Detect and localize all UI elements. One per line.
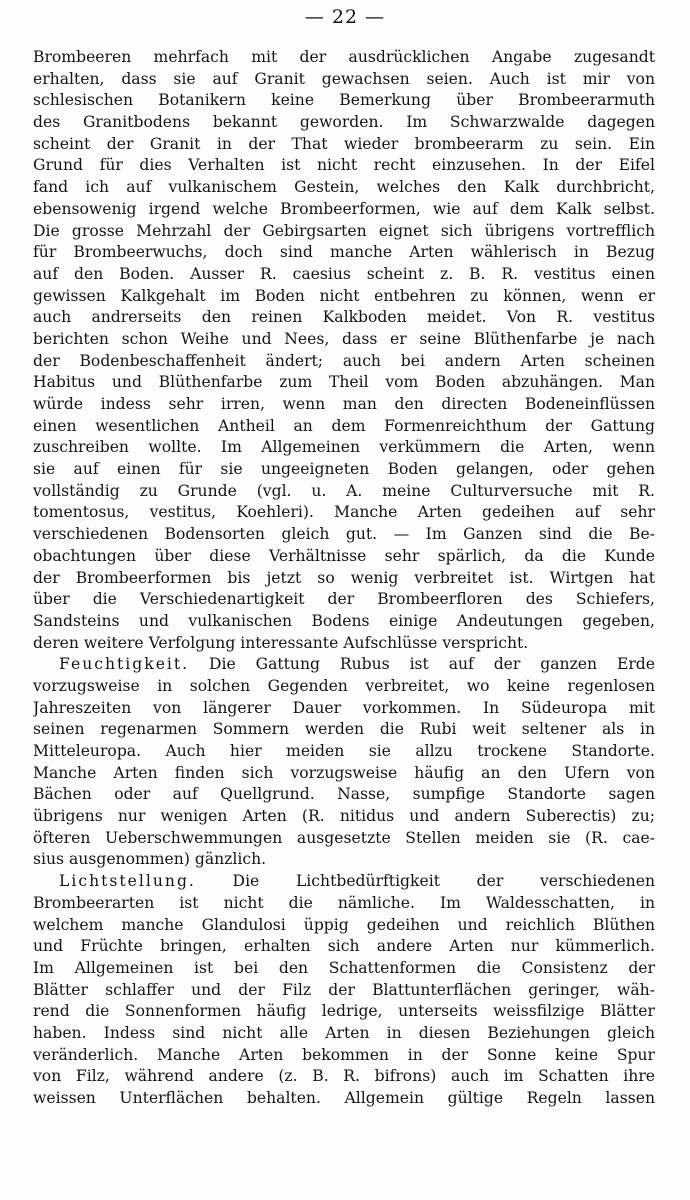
text-line: zuschreiben wollte. Im Allgemeinen verkümmern die Arten, wenn <box>33 438 655 457</box>
text-line: über die Verschiedenartigkeit der Brombeerfloren des Schiefers, <box>33 590 655 609</box>
text-fragment: Die Lichtbedürftigkeit der verschiedenen <box>195 872 655 891</box>
text-line: Habitus und Blüthenfarbe zum Theil vom Boden abzuhängen. Man <box>33 373 655 392</box>
text-line: Bächen oder auf Quellgrund. Nasse, sumpfige Standorte sagen <box>33 785 655 804</box>
text-line: veränderlich. Manche Arten bekommen in der Sonne keine Spur <box>33 1045 655 1064</box>
text-line: Brombeeren mehrfach mit der ausdrücklichen Angabe zugesandt <box>33 48 655 66</box>
text-line: fand ich auf vulkanischem Gestein, welches den Kalk durchbricht, <box>33 178 655 197</box>
text-line: auf den Boden. Ausser R. caesius scheint z. B. R. vestitus einen <box>33 264 655 283</box>
section-heading-feuchtigkeit: Feuchtigkeit. <box>59 655 190 674</box>
text-line: Brombeerarten ist nicht die nämliche. Im Waldesschatten, in <box>33 893 655 912</box>
text-line: Sandsteins und vulkanischen Bodens einige Andeutungen gegeben, <box>33 611 655 630</box>
text-line: von Filz, während andere (z. B. R. bifrons) auch im Schatten ihre <box>33 1067 655 1086</box>
paragraph-first-line <box>33 871 655 893</box>
text-line: für Brombeerwuchs, doch sind manche Arten wählerisch in Bezug <box>33 243 655 262</box>
text-line: verschiedenen Bodensorten gleich gut. — Im Ganzen sind die Be- <box>33 525 655 544</box>
text-line: vollständig zu Grunde (vgl. u. A. meine Culturversuche mit R. <box>33 481 655 500</box>
text-line: berichten schon Weihe und Nees, dass er seine Blüthenfarbe je nach <box>33 329 655 348</box>
text-line: obachtungen über diese Verhältnisse sehr spärlich, da die Kunde <box>33 546 655 565</box>
text-line: ebensowenig irgend welche Brombeerformen, wie auf dem Kalk selbst. <box>33 199 655 218</box>
page-number: — 22 — <box>304 6 386 28</box>
text-line: vorzugsweise in solchen Gegenden verbreitet, wo keine regenlosen <box>33 676 655 695</box>
text-line: sius ausgenommen) gänzlich. <box>33 850 267 869</box>
paragraph-first-line <box>33 654 655 676</box>
text-line: scheint der Granit in der That wieder brombeerarm zu sein. Ein <box>33 134 655 153</box>
text-line: schlesischen Botanikern keine Bemerkung über Brombeerarmuth <box>33 91 655 110</box>
text-fragment: Die Gattung Rubus ist auf der ganzen Erde <box>189 655 655 674</box>
text-line: übrigens nur wenigen Arten (R. nitidus und andern Suberectis) zu; <box>33 807 655 826</box>
text-line: einen wesentlichen Antheil an dem Formenreichthum der Gattung <box>33 416 655 435</box>
section-heading-lichtstellung: Lichtstellung. <box>59 872 196 891</box>
text-line: der Brombeerformen bis jetzt so wenig verbreitet ist. Wirtgen hat <box>33 568 655 587</box>
text-line: öfteren Ueberschwemmungen ausgesetzte Stellen meiden sie (R. cae- <box>33 828 655 847</box>
text-line: Grund für dies Verhalten ist nicht recht einzusehen. In der Eifel <box>33 156 655 175</box>
text-line: sie auf einen für sie ungeeigneten Boden gelangen, oder gehen <box>33 460 655 479</box>
text-line: auch andrerseits den reinen Kalkboden meidet. Von R. vestitus <box>33 308 655 327</box>
text-line: seinen regenarmen Sommern werden die Rubi weit seltener als in <box>33 720 655 739</box>
text-line: Blätter schlaffer und der Filz der Blattunterflächen geringer, wäh- <box>33 980 655 999</box>
text-line: tomentosus, vestitus, Koehleri). Manche Arten gedeihen auf sehr <box>33 503 655 522</box>
text-line: Jahreszeiten von längerer Dauer vorkommen. In Südeuropa mit <box>33 698 655 717</box>
text-line: Die grosse Mehrzahl der Gebirgsarten eignet sich übrigens vortrefflich <box>33 221 655 240</box>
text-line: des Granitbodens bekannt geworden. Im Schwarzwalde dagegen <box>33 113 655 132</box>
text-line: und Früchte bringen, erhalten sich andere Arten nur kümmerlich. <box>33 937 655 956</box>
text-line: würde indess sehr irren, wenn man den directen Bodeneinflüssen <box>33 395 655 413</box>
text-line: deren weitere Verfolgung interessante Aufschlüsse verspricht. <box>33 633 529 652</box>
text-line: Manche Arten finden sich vorzugsweise häufig an den Ufern von <box>33 763 655 782</box>
text-line: Mitteleuropa. Auch hier meiden sie allzu trockene Standorte. <box>33 742 655 760</box>
text-line: Im Allgemeinen ist bei den Schattenformen die Consistenz der <box>33 958 655 977</box>
text-line: weissen Unterflächen behalten. Allgemein gültige Regeln lassen <box>33 1089 655 1107</box>
text-line: welchem manche Glandulosi üppig gedeihen und reichlich Blüthen <box>33 915 655 934</box>
text-line: erhalten, dass sie auf Granit gewachsen seien. Auch ist mir von <box>33 69 655 88</box>
body-text <box>33 47 655 1110</box>
text-line: rend die Sonnenformen häufig ledrige, unterseits weissfilzige Blätter <box>33 1002 655 1021</box>
text-line: haben. Indess sind nicht alle Arten in diesen Beziehungen gleich <box>33 1023 655 1042</box>
text-line: gewissen Kalkgehalt im Boden nicht entbehren zu können, wenn er <box>33 286 655 305</box>
text-line: der Bodenbeschaffenheit ändert; auch bei andern Arten scheinen <box>33 351 655 370</box>
